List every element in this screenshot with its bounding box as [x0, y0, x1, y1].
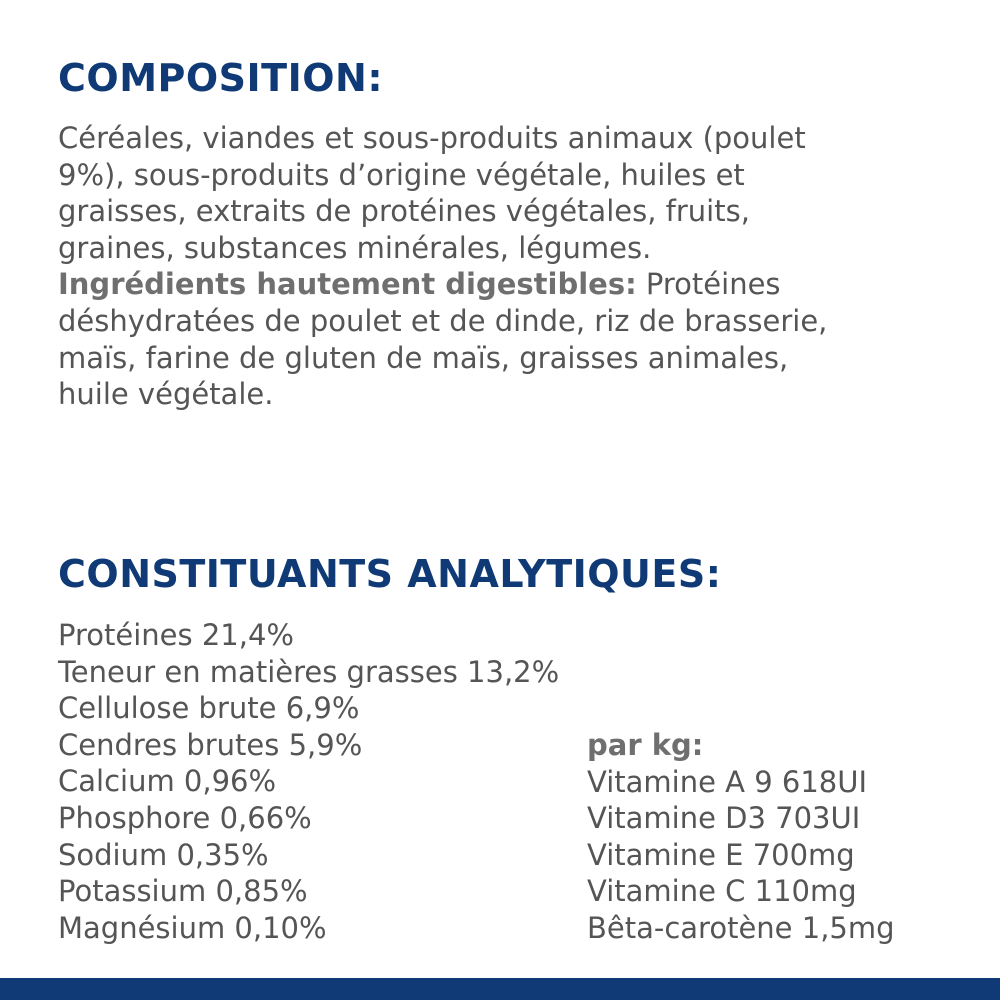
vitamins-list	[587, 727, 895, 947]
composition-line: graisses, extraits de protéines végétales, fruits,	[58, 194, 750, 229]
constituent-item: Protéines 21,4%	[58, 618, 294, 652]
per-kg-label: par kg:	[587, 728, 704, 762]
constituent-item: Cendres brutes 5,9%	[58, 727, 363, 762]
digestible-line: maïs, farine de gluten de maïs, graisses animales,	[58, 340, 789, 375]
digestible-line	[58, 266, 958, 303]
constituent-item: Phosphore 0,66%	[58, 800, 312, 835]
constituent-item: Calcium 0,96%	[58, 764, 277, 799]
digestible-line: déshydratées de poulet et de dinde, riz de brasserie,	[58, 303, 828, 338]
constituents-list	[58, 617, 559, 946]
analytics-heading: CONSTITUANTS ANALYTIQUES:	[58, 552, 722, 596]
composition-line: graines, substances minérales, légumes.	[58, 230, 652, 265]
composition-heading: COMPOSITION:	[58, 56, 384, 100]
vitamin-item: Bêta-carotène 1,5mg	[587, 910, 895, 945]
constituent-item: Potassium 0,85%	[58, 874, 308, 909]
composition-text	[58, 120, 958, 413]
vitamin-item: Vitamine D3 703UI	[587, 801, 861, 836]
vitamin-item: Vitamine C 110mg	[587, 874, 857, 909]
vitamin-item: Vitamine E 700mg	[587, 837, 855, 872]
footer-band	[0, 978, 1000, 1000]
digestible-label: Ingrédients hautement digestibles:	[58, 267, 637, 302]
digestible-line: huile végétale.	[58, 377, 274, 412]
constituent-item: Cellulose brute 6,9%	[58, 691, 360, 726]
constituent-item: Sodium 0,35%	[58, 837, 269, 872]
vitamin-item: Vitamine A 9 618UI	[587, 764, 868, 799]
composition-line: 9%), sous-produits d’origine végétale, huiles et	[58, 157, 745, 192]
composition-line: Céréales, viandes et sous-produits animaux (poulet	[58, 121, 806, 155]
constituent-item: Magnésium 0,10%	[58, 910, 327, 945]
digestible-text: Protéines	[636, 267, 781, 302]
constituent-item: Teneur en matières grasses 13,2%	[58, 654, 560, 689]
